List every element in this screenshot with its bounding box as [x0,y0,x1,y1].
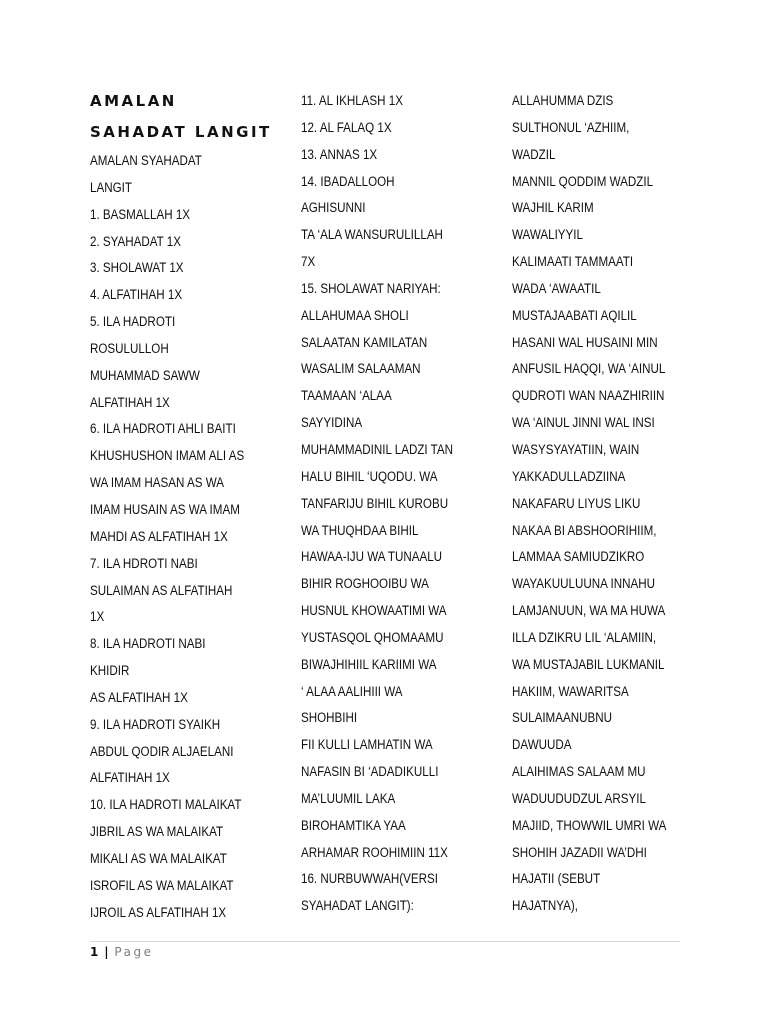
text-line: JIBRIL AS WA MALAIKAT [90,824,224,840]
text-line: WAWALIYYIL [512,227,583,243]
text-line: KHIDIR [90,663,130,679]
text-line: WA MUSTAJABIL LUKMANIL [512,656,665,672]
page-footer [90,944,153,960]
text-line: BIWAJHIHIIL KARIIMI WA [301,656,437,672]
text-line: 1. BASMALLAH 1X [90,206,191,222]
text-line: NAFASIN BI ‘ADADIKULLI [301,764,439,780]
text-line: WA THUQHDAA BIHIL [301,522,419,538]
text-line: NAKAFARU LIYUS LIKU [512,495,641,511]
text-line: LANGIT [90,179,132,195]
footer-divider [90,941,680,942]
text-line: YAKKADULLADZIINA [512,468,626,484]
document-title-line-1: AMALAN [90,92,177,110]
text-line: WASYSYAYATIIN, WAIN [512,441,640,457]
text-line: ALFATIHAH 1X [90,394,170,410]
text-line: HAWAA-IJU WA TUNAALU [301,549,443,565]
text-line: 6. ILA HADROTI AHLI BAITI [90,421,236,437]
text-line: 12. AL FALAQ 1X [301,119,392,135]
text-line: ALLAHUMMA DZIS [512,93,614,108]
text-line: ALFATIHAH 1X [90,770,170,786]
text-line: HAKIIM, WAWARITSA [512,683,629,699]
column-2 [301,88,491,920]
text-line: KHUSHUSHON IMAM ALI AS [90,448,245,464]
text-line: MUSTAJAABATI AQILIL [512,307,637,323]
text-line: BIHIR ROGHOOIBU WA [301,576,429,592]
text-line: WA ‘AINUL JINNI WAL INSI [512,415,655,431]
text-line: WAJHIL KARIM [512,200,594,216]
text-line: MAJIID, THOWWIL UMRI WA [512,817,667,833]
text-line: AS ALFATIHAH 1X [90,689,188,705]
text-line: MUHAMMADINIL LADZI TAN [301,441,454,457]
document-title-line-2: SAHADAT LANGIT [90,123,272,141]
text-line: TANFARIJU BIHIL KUROBU [301,495,449,511]
text-line: IJROIL AS ALFATIHAH 1X [90,904,227,920]
text-line: TA ‘ALA WANSURULILLAH [301,227,443,243]
column-3-text [512,88,702,920]
text-line: SHOHBIHI [301,710,358,726]
text-line: QUDROTI WAN NAAZHIRIIN [512,388,665,404]
text-line: FII KULLI LAMHATIN WA [301,737,433,753]
text-line: HASANI WAL HUSAINI MIN [512,334,658,350]
text-line: BIROHAMTIKA YAA [301,817,406,833]
text-line: MANNIL QODDIM WADZIL [512,173,654,189]
text-line: MUHAMMAD SAWW [90,367,200,383]
text-line: 15. SHOLAWAT NARIYAH: [301,280,441,296]
text-line: WAYAKUULUUNA INNAHU [512,576,656,592]
text-line: WA IMAM HASAN AS WA [90,475,224,491]
text-line: MA’LUUMIL LAKA [301,790,396,806]
text-line: 7. ILA HDROTI NABI [90,555,198,571]
text-line: 10. ILA HADROTI MALAIKAT [90,797,242,813]
text-line: SHOHIH JAZADII WA’DHI [512,844,647,860]
text-line: ‘ ALAA AALIHIII WA [301,683,403,699]
text-line: SAYYIDINA [301,415,363,431]
text-line: 1X [90,609,105,625]
text-line: WADA ‘AWAATIL [512,280,601,296]
text-line: 5. ILA HADROTI [90,314,176,330]
text-line: 9. ILA HADROTI SYAIKH [90,716,221,732]
text-line: SULAIMAANUBNU [512,710,613,726]
text-line: MAHDI AS ALFATIHAH 1X [90,528,228,544]
text-line: 3. SHOLAWAT 1X [90,260,184,276]
text-line: SALAATAN KAMILATAN [301,334,428,350]
text-line: 2. SYAHADAT 1X [90,233,181,249]
text-line: WADZIL [512,146,556,162]
text-line: HUSNUL KHOWAATIMI WA [301,603,447,619]
text-line: SULTHONUL ‘AZHIIM, [512,119,630,135]
text-line: MIKALI AS WA MALAIKAT [90,850,227,866]
text-line: SULAIMAN AS ALFATIHAH [90,582,233,598]
text-line: WADUUDUDZUL ARSYIL [512,790,646,806]
text-line: ABDUL QODIR ALJAELANI [90,743,234,759]
text-line: ARHAMAR ROOHIMIIN 11X [301,844,448,860]
text-line: HAJATII (SEBUT [512,871,601,887]
text-line: SYAHADAT LANGIT): [301,898,414,914]
column-1-text [90,148,280,926]
text-line: DAWUUDA [512,737,572,753]
text-line: 14. IBADALLOOH [301,173,395,189]
column-2-text [301,88,491,920]
column-3 [512,88,702,920]
text-line: ALLAHUMAA SHOLI [301,307,409,323]
text-line: HAJATNYA), [512,898,579,914]
page-label: Page [114,945,154,959]
text-line: ANFUSIL HAQQI, WA ‘AINUL [512,361,666,377]
text-line: YUSTASQOL QHOMAAMU [301,629,444,645]
text-line: ISROFIL AS WA MALAIKAT [90,877,234,893]
text-line: 13. ANNAS 1X [301,146,378,162]
footer-separator: | [104,945,109,959]
text-line: 11. AL IKHLASH 1X [301,93,403,108]
text-line: 4. ALFATIHAH 1X [90,287,183,303]
text-line: LAMJANUUN, WA MA HUWA [512,603,666,619]
text-line: IMAM HUSAIN AS WA IMAM [90,501,240,517]
text-line: 8. ILA HADROTI NABI [90,636,206,652]
text-line: LAMMAA SAMIUDZIKRO [512,549,645,565]
text-line: 16. NURBUWWAH(VERSI [301,871,438,887]
column-1 [90,88,280,926]
text-line: AMALAN SYAHADAT [90,153,202,168]
text-line: ROSULULLOH [90,340,169,356]
page-number: 1 [90,945,99,959]
text-line: TAAMAAN ‘ALAA [301,388,392,404]
text-line: AGHISUNNI [301,200,366,216]
text-line: ILLA DZIKRU LIL ‘ALAMIIN, [512,629,657,645]
text-line: HALU BIHIL ‘UQODU. WA [301,468,438,484]
text-line: ALAIHIMAS SALAAM MU [512,764,646,780]
text-line: WASALIM SALAAMAN [301,361,421,377]
text-line: KALIMAATI TAMMAATI [512,254,634,270]
text-line: NAKAA BI ABSHOORIHIIM, [512,522,657,538]
text-line: 7X [301,254,316,270]
